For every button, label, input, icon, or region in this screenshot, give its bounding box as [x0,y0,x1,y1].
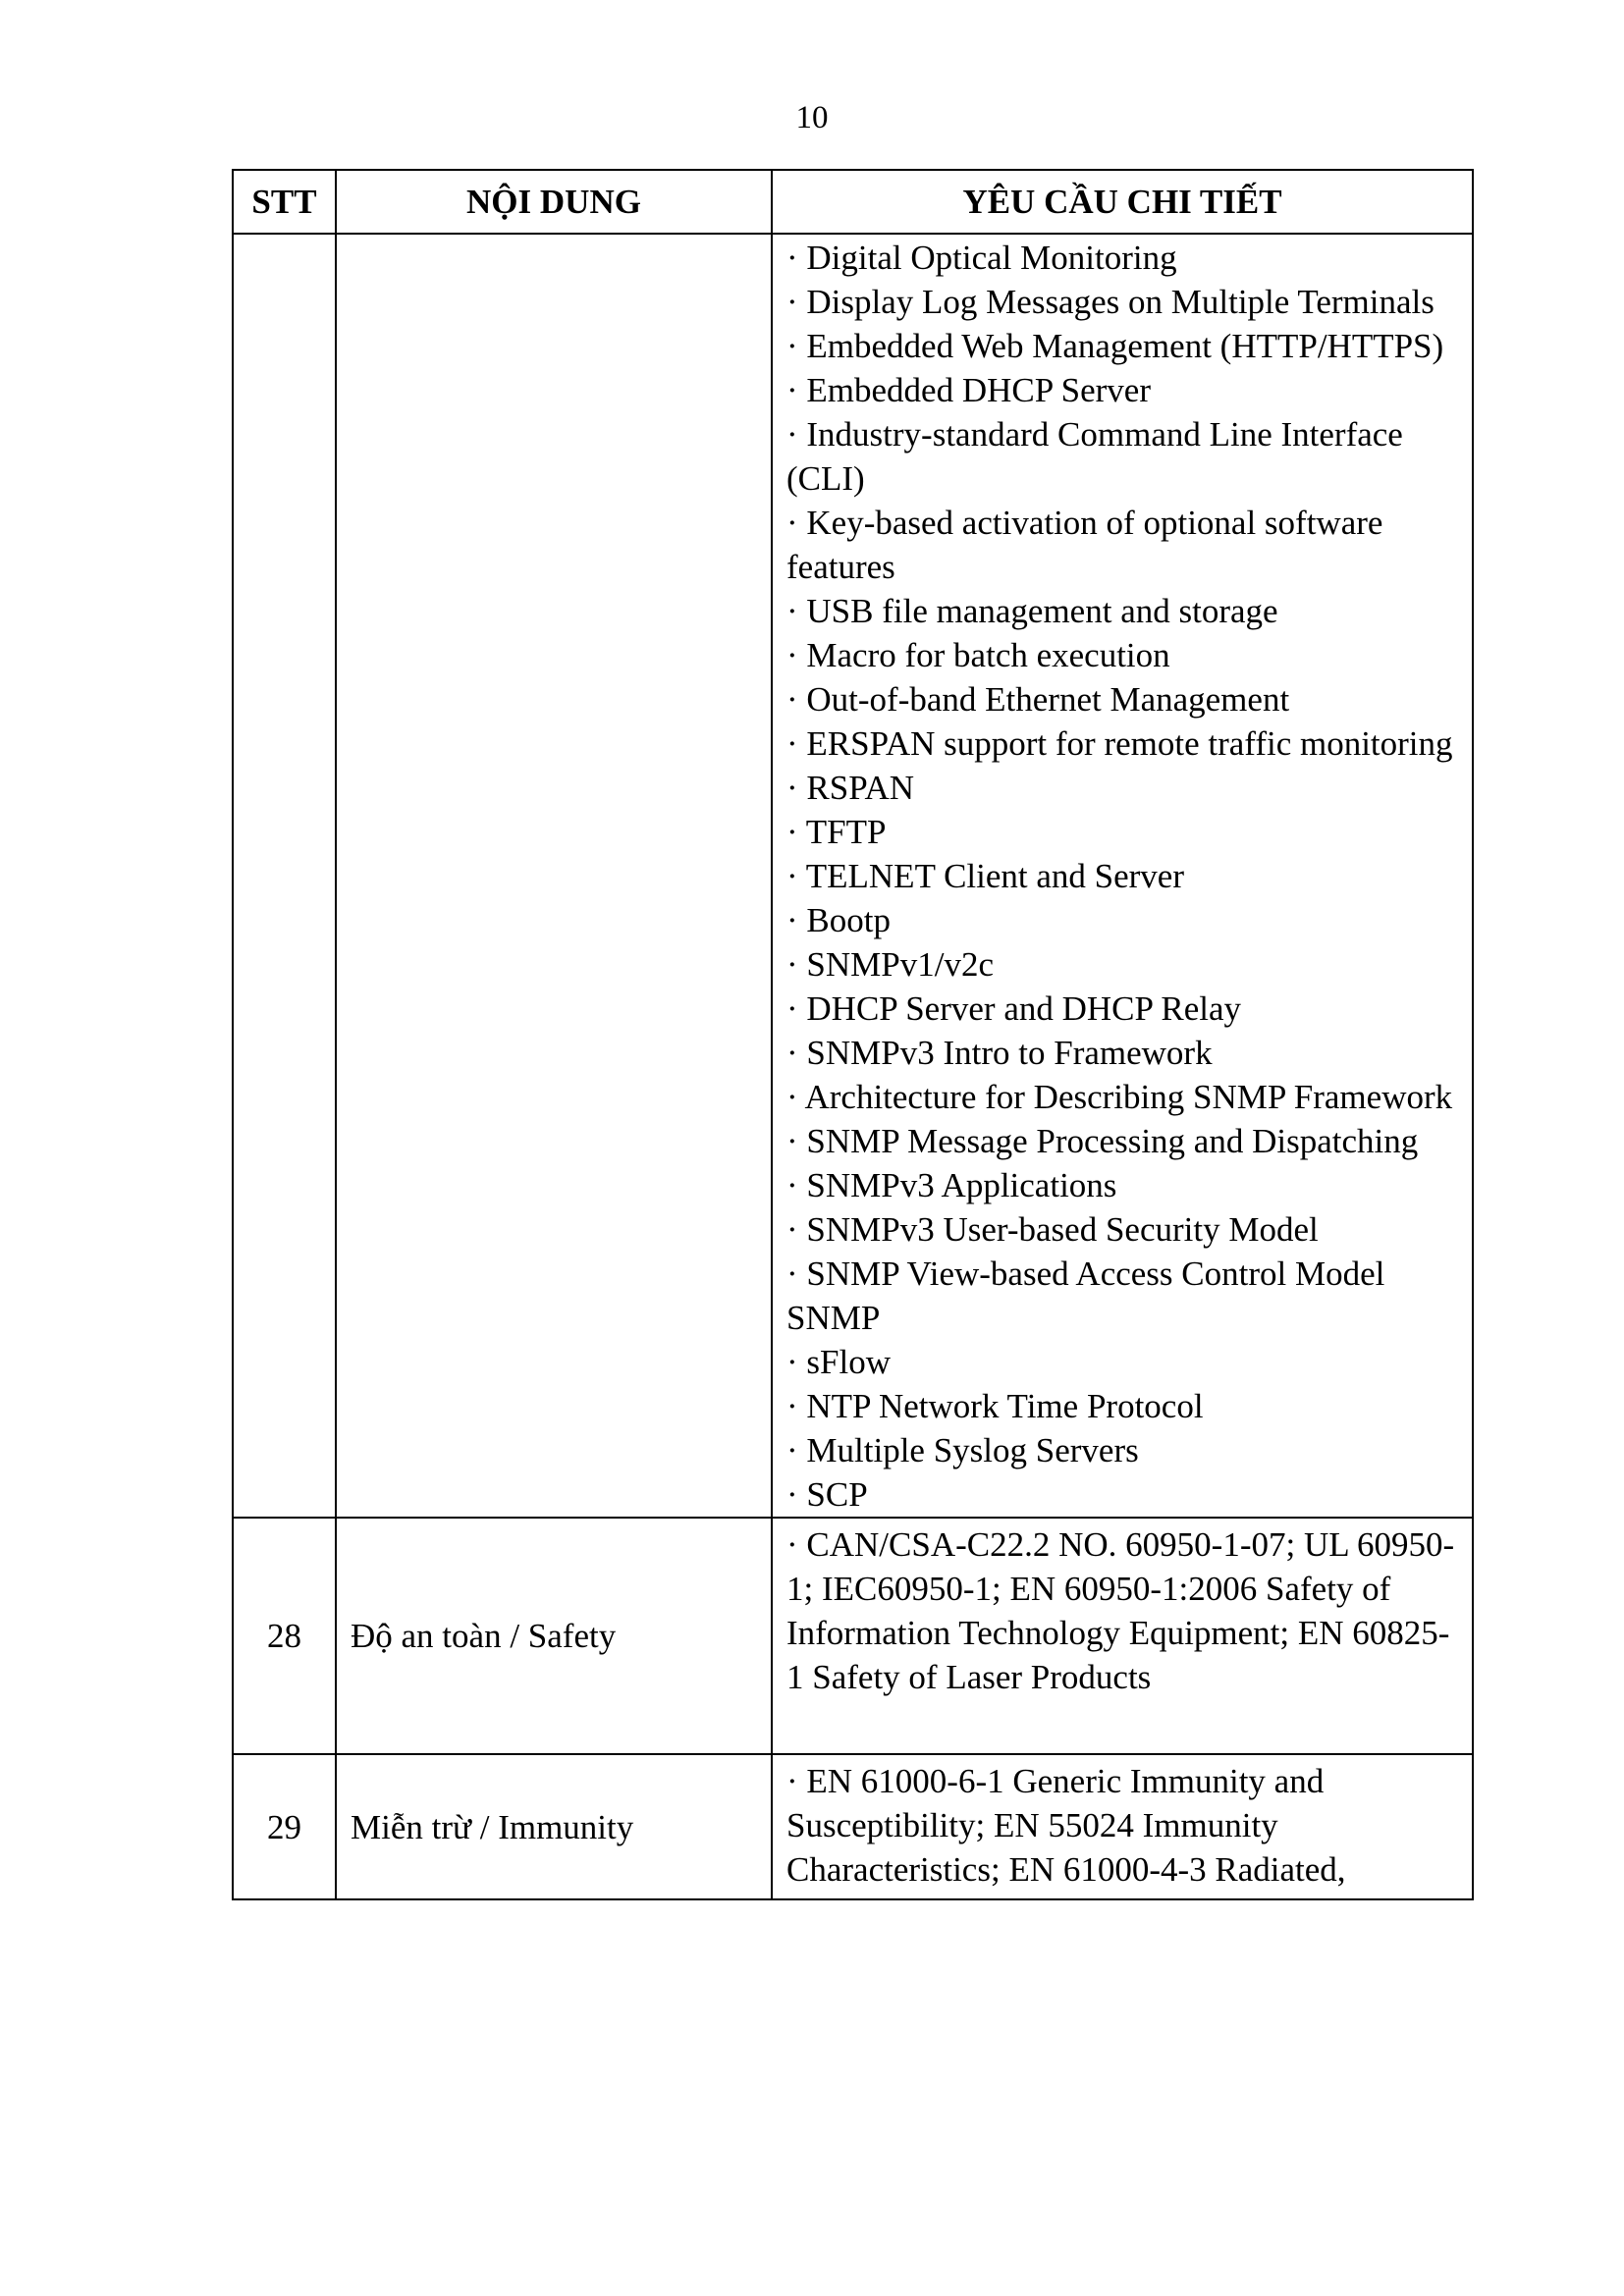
detail-cell [772,1518,1473,1754]
detail-item: · Multiple Syslog Servers [786,1431,1139,1469]
page-number: 10 [795,100,829,135]
table-row-continued [233,234,1473,1518]
header-stt: STT [233,170,336,234]
detail-item: · Macro for batch execution [786,636,1170,674]
content-cell [336,234,772,1518]
detail-item: · sFlow [786,1343,891,1381]
detail-item: · SCP [786,1475,868,1514]
table-header [233,170,1473,234]
detail-item: · EN 61000-6-1 Generic Immunity and Susceptibility; EN 55024 Immunity Characteristics; EN 61000-4-3 Radiated, [786,1762,1346,1889]
detail-cell [772,234,1473,1518]
content-cell: Độ an toàn / Safety [336,1518,772,1754]
detail-item: · DHCP Server and DHCP Relay [786,989,1242,1028]
detail-item: · SNMPv3 Applications [786,1166,1117,1204]
content-cell: Miễn trừ / Immunity [336,1754,772,1899]
detail-item: · Embedded Web Management (HTTP/HTTPS) [786,327,1444,365]
detail-item: · SNMPv1/v2c [786,945,994,984]
stt-cell [233,234,336,1518]
detail-item: · SNMP View-based Access Control Model SNMP [786,1255,1385,1337]
header-row [233,170,1473,234]
detail-item: · Bootp [786,901,891,939]
header-detail: YÊU CẦU CHI TIẾT [772,170,1473,234]
detail-item: · ERSPAN support for remote traffic monitoring [786,724,1453,763]
table-body [233,234,1473,1899]
stt-cell: 28 [233,1518,336,1754]
detail-item: · Industry-standard Command Line Interface (CLI) [786,415,1403,498]
detail-item: · Display Log Messages on Multiple Terminals [786,283,1435,321]
detail-item: · TFTP [786,813,887,851]
detail-item: · NTP Network Time Protocol [786,1387,1204,1425]
detail-item: · Digital Optical Monitoring [786,239,1177,277]
specification-table [232,169,1474,1900]
detail-item: · SNMP Message Processing and Dispatching [786,1122,1419,1160]
detail-item: · TELNET Client and Server [786,857,1184,895]
detail-item: · Key-based activation of optional software features [786,504,1383,586]
detail-item: · CAN/CSA-C22.2 NO. 60950-1-07; UL 60950-1; IEC60950-1; EN 60950-1:2006 Safety of Information Technology Equipment; EN 60825-1 Safety of Laser Products [786,1525,1455,1696]
table-row-29 [233,1754,1473,1899]
detail-item: · USB file management and storage [786,592,1278,630]
detail-cell [772,1754,1473,1899]
detail-item: · RSPAN [786,769,915,807]
stt-cell: 29 [233,1754,336,1899]
header-content: NỘI DUNG [336,170,772,234]
detail-item: · Out-of-band Ethernet Management [786,680,1290,719]
detail-item: · Embedded DHCP Server [786,371,1151,409]
table-row-28 [233,1518,1473,1754]
detail-item: · SNMPv3 User-based Security Model [786,1210,1319,1249]
detail-item: · SNMPv3 Intro to Framework [786,1034,1213,1072]
detail-item: · Architecture for Describing SNMP Framework [786,1078,1453,1116]
